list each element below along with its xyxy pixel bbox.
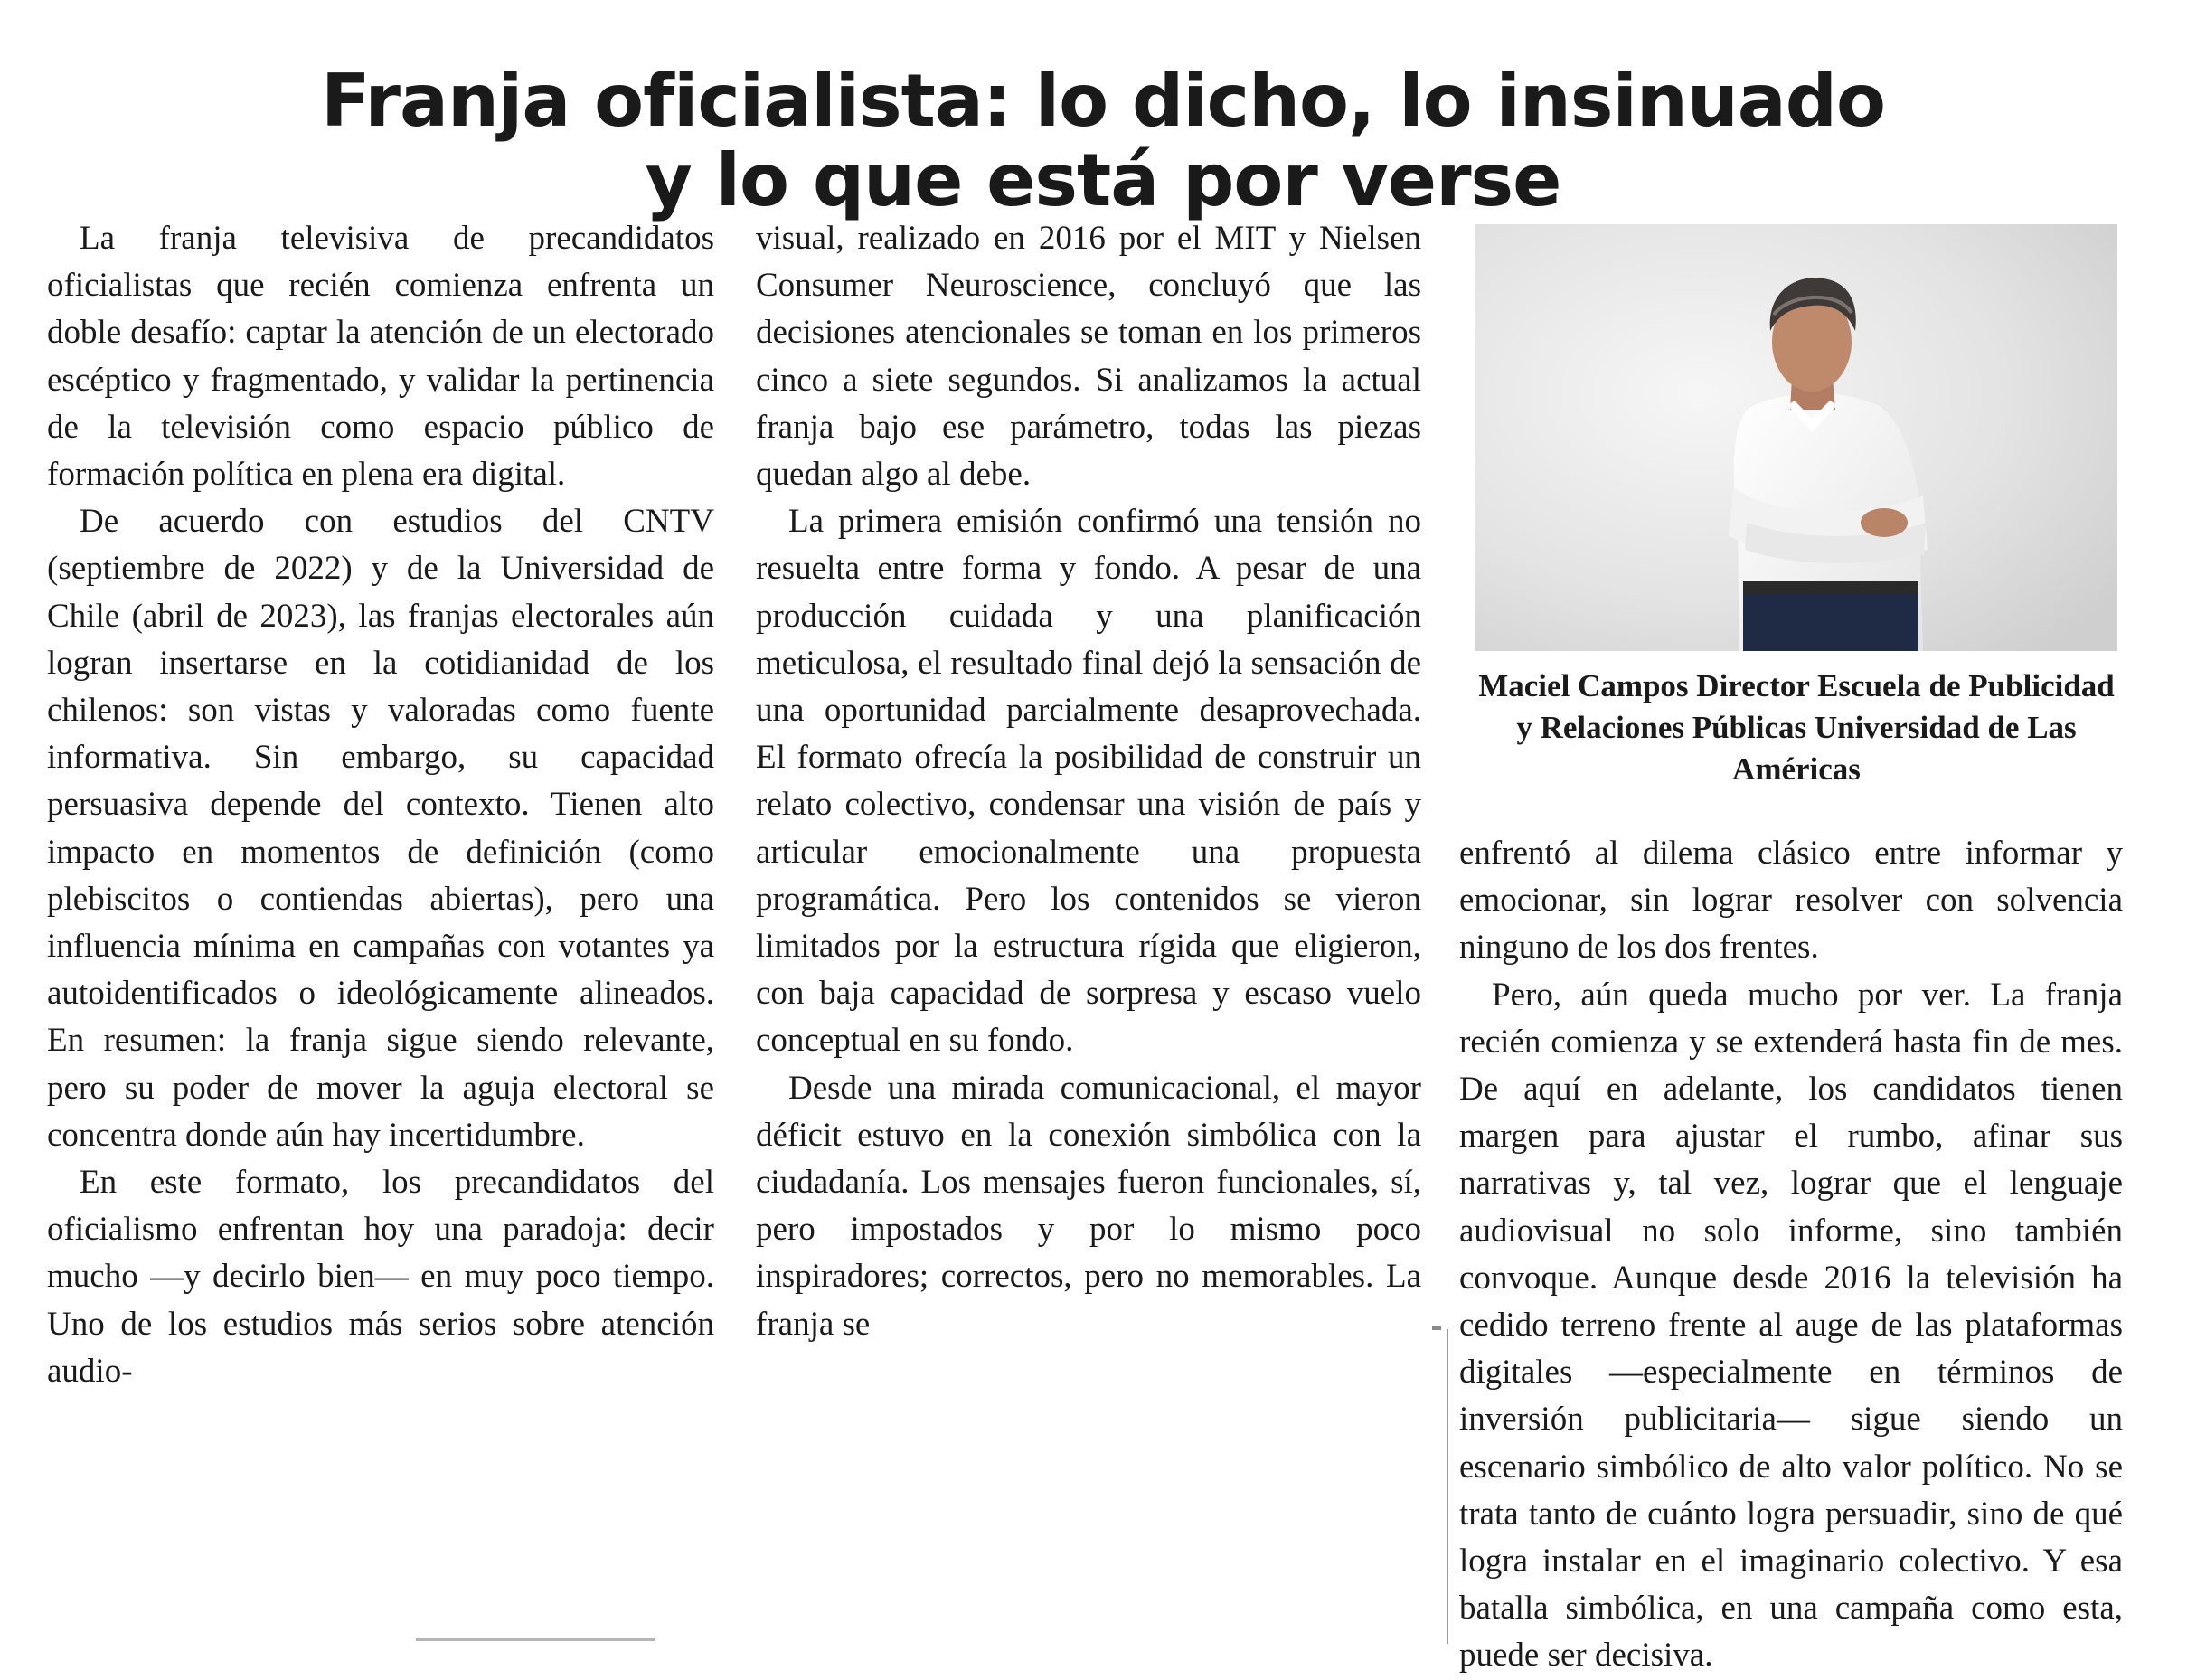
paragraph: Pero, aún queda mucho por ver. La franja recién comienza y se extenderá hasta fin de mes. De aquí en adelante, los candidatos tienen margen para ajustar el rumbo, afinar sus narrativas y, tal vez, lograr que el lenguaje audiovisual no solo informe, sino también convoque. Aunque desde 2016 la televisión ha cedido terreno frente al auge de las plataformas digitales —especialmente en términos de inversión publicitaria— sigue siendo un escenario simbólico de alto valor político. No se trata tanto de cuánto logra persuadir, sino de qué logra instalar en el imaginario colectivo. Y esa batalla simbólica, en una campaña como esta, puede ser decisiva. bbox=[1459, 976, 2123, 1675]
paragraph: Desde una mirada comunicacional, el mayor déficit estuvo en la conexión simbólica con la ciudadanía. Los mensajes fueron funcionales, sí, pero impostados y por lo mismo poco inspiradores; correctos, pero no memorables. La franja se bbox=[756, 1069, 1421, 1343]
column-divider-tick bbox=[1432, 1326, 1441, 1330]
article-title-line-1: Franja oficialista: lo dicho, lo insinuado bbox=[321, 58, 1885, 143]
paragraph: De acuerdo con estudios del CNTV (septiembre de 2022) y de la Universidad de Chile (abril de 2023), las franjas electorales aún logran insertarse en la cotidianidad de los chilenos: son vistas y valoradas como fuente informativa. Sin embargo, su capacidad persuasiva depende del contexto. Tienen alto impacto en momentos de definición (como plebiscitos o contiendas abiertas), pero una influencia mínima en campañas con votantes ya autoidentificados o ideológicamente alineados. En resumen: la franja sigue siendo relevante, pero su poder de mover la aguja electoral se concentra donde aún hay incertidumbre. bbox=[47, 503, 714, 1154]
text-column-3 bbox=[1459, 830, 2123, 1675]
author-portrait-illustration bbox=[1475, 224, 2117, 651]
paragraph: visual, realizado en 2016 por el MIT y Nielsen Consumer Neuroscience, concluyó que las decisiones atencionales se toman en los primeros cinco a siete segundos. Si analizamos la actual franja bajo ese parámetro, todas las piezas quedan algo al debe. bbox=[756, 220, 1421, 494]
paragraph: La franja televisiva de precandidatos oficialistas que recién comienza enfrenta un doble desafío: captar la atención de un electorado escéptico y fragmentado, y validar la pertinencia de la televisión como espacio público de formación política en plena era digital. bbox=[47, 220, 714, 494]
article-title-line-2: y lo que está por verse bbox=[645, 137, 1561, 222]
photo-caption: Maciel Campos Director Escuela de Publicidad y Relaciones Públicas Universidad de Las Américas bbox=[1478, 668, 2115, 787]
author-photo bbox=[1475, 224, 2117, 651]
paragraph: En este formato, los precandidatos del oficialismo enfrentan hoy una paradoja: decir mucho —y decirlo bien— en muy poco tiempo. Uno de los estudios más serios sobre atención audio- bbox=[47, 1164, 714, 1390]
paragraph: La primera emisión confirmó una tensión no resuelta entre forma y fondo. A pesar de una producción cuidada y una planificación meticulosa, el resultado final dejó la sensación de una oportunidad parcialmente desaprovechada. El formato ofrecía la posibilidad de construir un relato colectivo, condensar una visión de país y articular emocionalmente una propuesta programática. Pero los contenidos se vieron limitados por la estructura rígida que eligieron, con baja capacidad de sorpresa y escaso vuelo conceptual en su fondo. bbox=[756, 503, 1421, 1060]
bottom-divider-rule bbox=[416, 1638, 655, 1641]
column-divider-rule bbox=[1447, 1329, 1448, 1644]
paragraph: enfrentó al dilema clásico entre informar y emocionar, sin lograr resolver con solvencia ninguno de los dos frentes. bbox=[1459, 835, 2123, 967]
text-column-2 bbox=[756, 215, 1421, 1343]
text-column-1 bbox=[47, 215, 714, 1390]
article-title bbox=[0, 58, 2206, 222]
